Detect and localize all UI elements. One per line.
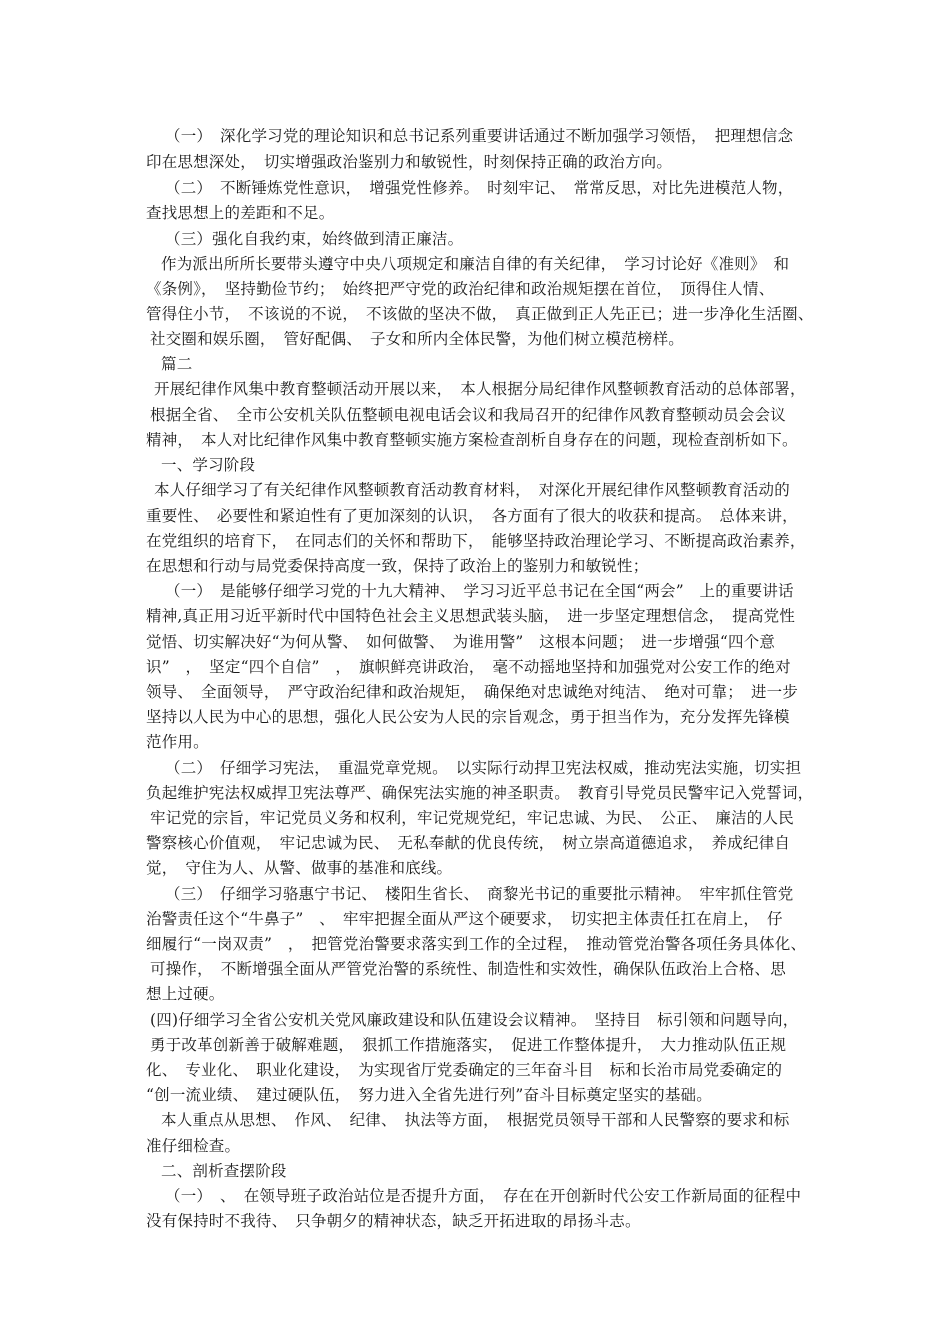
text-line: 范作用。 (146, 733, 209, 751)
section-heading: 一、学习阶段 (161, 456, 256, 474)
section-heading: 二、剖析查摆阶段 (161, 1162, 287, 1180)
text-line: (四)仔细学习全省公安机关党风廉政建设和队伍建设会议精神。 坚持目 标引领和问题导向， (150, 1011, 799, 1029)
text-line: 准仔细检查。 (146, 1137, 241, 1155)
text-line: 根据全省、 全市公安机关队伍整顿电视电话会议和我局召开的纪律作风教育整顿动员会会议 (150, 406, 786, 424)
text-line: 识” ， 坚定“四个自信” ， 旗帜鲜亮讲政治， 毫不动摇地坚持和加强党对公安工作的绝对 (146, 658, 791, 676)
section-heading: 篇二 (161, 355, 193, 373)
text-line: （一） 是能够仔细学习党的十九大精神、 学习习近平总书记在全国“两会” 上的重要讲话 (165, 582, 794, 600)
text-line: 勇于改革创新善于破解难题， 狠抓工作措施落实， 促进工作整体提升， 大力推动队伍正规 (150, 1036, 787, 1054)
text-line: 可操作， 不断增强全面从严管党治警的系统性、制造性和实效性，确保队伍政治上合格、思 (150, 960, 786, 978)
text-line: 细履行“一岗双责” ， 把管党治警要求落实到工作的全过程， 推动管党治警各项任务具体化、 (146, 935, 807, 953)
text-line: 在思想和行动与局党委保持高度一致，保持了政治上的鉴别力和敏锐性； (146, 557, 649, 575)
text-line: （三）强化自我约束，始终做到清正廉洁。 (165, 230, 464, 248)
text-line: “创一流业绩、 建过硬队伍， 努力进入全省先进行列”奋斗目标奠定坚实的基础。 (146, 1086, 712, 1104)
text-line: （一） 深化学习党的理论知识和总书记系列重要讲话通过不断加强学习领悟， 把理想信念 (165, 127, 794, 145)
text-line: 化、 专业化、 职业化建设， 为实现省厅党委确定的三年奋斗目 标和长治市局党委确定的 (146, 1061, 783, 1079)
text-line: 想上过硬。 (146, 985, 225, 1003)
text-line: 管得住小节， 不该说的不说， 不该做的坚决不做， 真正做到正人先正已；进一步净化生活圈、 (146, 305, 814, 323)
text-line: （二） 仔细学习宪法， 重温党章党规。 以实际行动捍卫宪法权威，推动宪法实施，切实担 (165, 759, 802, 777)
text-line: 觉悟、切实解决好“为何从警、 如何做警、 为谁用警” 这根本问题； 进一步增强“四个意 (146, 633, 776, 651)
text-line: 没有保持时不我待、 只争朝夕的精神状态，缺乏开拓进取的昂扬斗志。 (146, 1212, 641, 1230)
text-line: 本人仔细学习了有关纪律作风整顿教育活动教育材料， 对深化开展纪律作风整顿教育活动的 (154, 481, 790, 499)
text-line: 《条例》， 坚持勤俭节约； 始终把严守党的政治纪律和政治规矩摆在首位， 顶得住人情、 (146, 280, 775, 298)
text-line: （三） 仔细学习骆惠宁书记、 楼阳生省长、 商黎光书记的重要批示精神。 牢牢抓住管党 (165, 885, 794, 903)
text-line: 社交圈和娱乐圈， 管好配偶、 子女和所内全体民警，为他们树立模范榜样。 (150, 330, 685, 348)
text-line: 精神,真正用习近平新时代中国特色社会主义思想武装头脑， 进一步坚定理想信念， 提高党性 (146, 607, 796, 625)
text-line: 觉， 守住为人、从警、做事的基准和底线。 (146, 859, 453, 877)
text-line: 查找思想上的差距和不足。 (146, 204, 335, 222)
text-line: 作为派出所所长要带头遵守中央八项规定和廉洁自律的有关纪律， 学习讨论好《准则》 和 (161, 255, 790, 273)
text-line: 在党组织的培育下， 在同志们的关怀和帮助下， 能够坚持政治理论学习、不断提高政治素养， (146, 532, 806, 550)
text-line: 领导、 全面领导， 严守政治纪律和政治规矩， 确保绝对忠诚绝对纯洁、 绝对可靠； 进一步 (146, 683, 799, 701)
text-line: 本人重点从思想、 作风、 纪律、 执法等方面， 根据党员领导干部和人民警察的要求和标 (161, 1111, 790, 1129)
text-line: 负起维护宪法权威捍卫宪法尊严、确保宪法实施的神圣职责。 教育引导党员民警牢记入党誓词， (146, 784, 814, 802)
text-line: 重要性、 必要性和紧迫性有了更加深刻的认识， 各方面有了很大的收获和提高。 总体来讲， (146, 507, 798, 525)
text-line: 牢记党的宗旨，牢记党员义务和权利，牢记党规党纪，牢记忠诚、为民、 公正、 廉洁的人民 (150, 809, 794, 827)
text-line: 精神， 本人对比纪律作风集中教育整顿实施方案检查剖析自身存在的问题，现检查剖析如下。 (146, 431, 798, 449)
text-line: （一） 、 在领导班子政治站位是否提升方面， 存在在开创新时代公安工作新局面的征程中 (165, 1187, 802, 1205)
text-line: 坚持以人民为中心的思想，强化人民公安为人民的宗旨观念，勇于担当作为，充分发挥先锋模 (146, 708, 790, 726)
text-line: 治警责任这个“牛鼻子” 、 牢牢把握全面从严这个硬要求， 切实把主体责任扛在肩上， 仔 (146, 910, 783, 928)
text-line: 开展纪律作风集中教育整顿活动开展以来， 本人根据分局纪律作风整顿教育活动的总体部署， (154, 380, 806, 398)
text-line: 警察核心价值观， 牢记忠诚为民、 无私奉献的优良传统， 树立崇高道德追求， 养成纪律自 (146, 834, 791, 852)
text-line: （二） 不断锤炼党性意识， 增强党性修养。 时刻牢记、 常常反思，对比先进模范人物， (165, 179, 794, 197)
text-line: 印在思想深处， 切实增强政治鉴别力和敏锐性，时刻保持正确的政治方向。 (146, 153, 673, 171)
